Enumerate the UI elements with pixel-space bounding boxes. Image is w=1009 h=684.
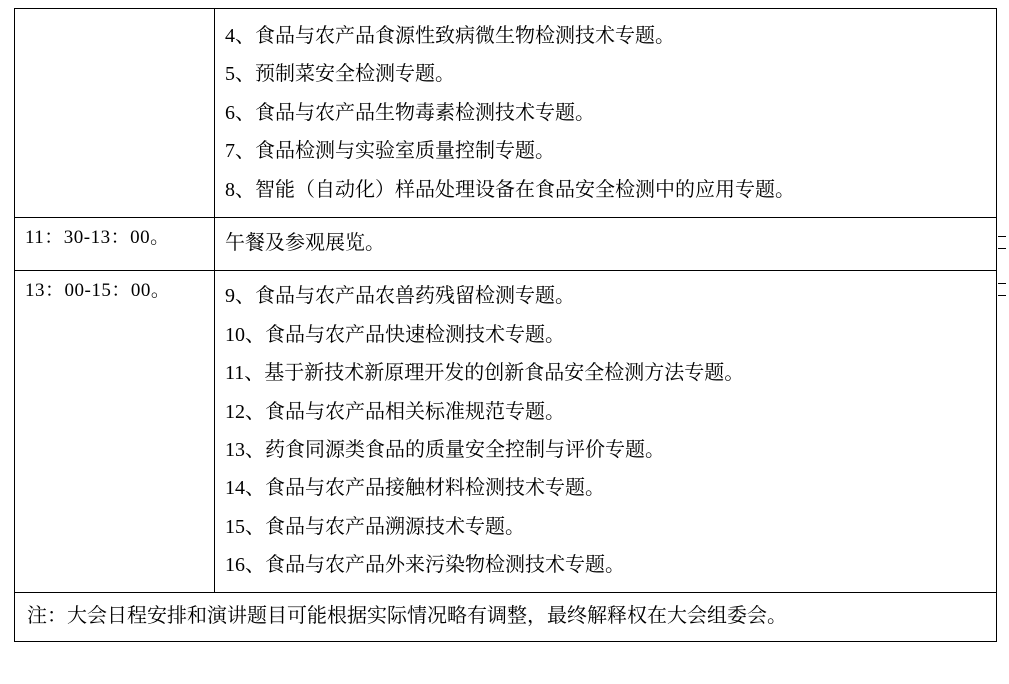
topic-line: 5、预制菜安全检测专题。 <box>225 63 455 86</box>
topic-line: 4、食品与农产品食源性致病微生物检测技术专题。 <box>225 25 675 47</box>
time-text: 13：00-15：00。 <box>25 280 171 302</box>
page-edge-mark-icon <box>998 283 1006 284</box>
topics-cell <box>215 217 997 270</box>
agenda-table-body <box>15 9 997 642</box>
time-cell <box>15 9 215 218</box>
table-row <box>15 9 997 218</box>
table-row <box>15 271 997 593</box>
topic-line: 午餐及参观展览。 <box>225 231 385 254</box>
time-cell <box>15 271 215 593</box>
note-text: 注：大会日程安排和演讲题目可能根据实际情况略有调整，最终解释权在大会组委会。 <box>27 605 787 628</box>
topic-line: 7、食品检测与实验室质量控制专题。 <box>225 140 555 163</box>
time-text: 11：30-13：00。 <box>25 226 170 248</box>
note-row <box>15 593 997 642</box>
topic-line: 14、食品与农产品接触材料检测技术专题。 <box>225 477 605 500</box>
topic-line: 6、食品与农产品生物毒素检测技术专题。 <box>225 101 595 124</box>
page-edge-mark-icon <box>998 295 1006 296</box>
topic-line: 10、食品与农产品快速检测技术专题。 <box>225 323 565 346</box>
note-cell <box>15 593 997 642</box>
topic-line: 11、基于新技术新原理开发的创新食品安全检测方法专题。 <box>225 362 745 385</box>
topic-line: 16、食品与农产品外来污染物检测技术专题。 <box>225 554 625 577</box>
table-row <box>15 217 997 270</box>
page-edge-mark-icon <box>998 236 1006 237</box>
time-cell <box>15 217 215 270</box>
topics-cell <box>215 9 997 218</box>
agenda-table <box>14 8 997 642</box>
topic-line: 15、食品与农产品溯源技术专题。 <box>225 515 525 538</box>
page-edge-mark-icon <box>998 248 1006 249</box>
topic-line: 8、智能（自动化）样品处理设备在食品安全检测中的应用专题。 <box>225 178 795 201</box>
topic-line: 13、药食同源类食品的质量安全控制与评价专题。 <box>225 438 665 461</box>
topics-cell <box>215 271 997 593</box>
topic-line: 9、食品与农产品农兽药残留检测专题。 <box>225 285 575 308</box>
topic-line: 12、食品与农产品相关标准规范专题。 <box>225 400 565 423</box>
